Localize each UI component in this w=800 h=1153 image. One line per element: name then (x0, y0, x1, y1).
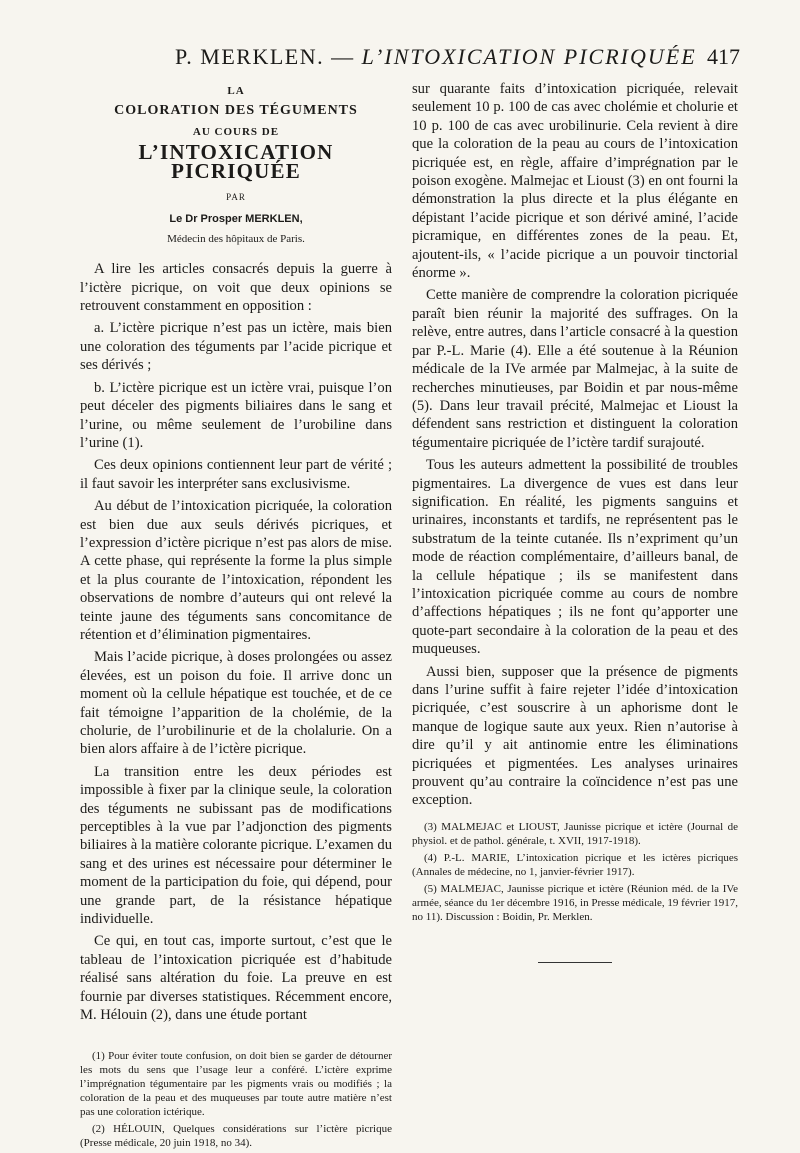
title-line-1: COLORATION DES TÉGUMENTS (114, 103, 358, 119)
paragraph: La transition entre les deux périodes est impossible à fixer par la clinique seule, la coloration des téguments ne subissant pas de modifications perceptibles à la vue par l’adjonction des pigments biliaires à la matière colorante picrique. L’examen du sang et des urines est nécessaire pour déterminer le moment de la participation du foie, qui dépend, pour une grande part, de la résistance hépatique individuelle. (80, 763, 392, 928)
footnotes-left (80, 1049, 392, 1150)
footnote: (4) P.-L. MARIE, L’intoxication picrique et les ictères picriques (Annales de médecine, no 1, janvier-février 1917). (412, 851, 738, 878)
footnote: (1) Pour éviter toute confusion, on doit bien se garder de détourner les mots du sens que l’usage leur a conféré. L’ictère exprime l’imprégnation tégumentaire par les pigments vrais ou modifiés ; la coloration de la peau et des muqueuses par toute autre matière n’est pas une coloration ictérique. (80, 1049, 392, 1118)
article-title-block (80, 82, 392, 248)
right-column (412, 80, 738, 963)
paragraph: Cette manière de comprendre la coloration picriquée paraît bien réunir la majorité des suffrages. On la relève, entre autres, dans l’article consacré à la question par P.-L. Marie (4). Elle a été soutenue à la Réunion médicale de la IVe armée par Malmejac, à la suite de recherches minutieuses, par Boidin et par nous-même (5). Dans leur travail précité, Malmejac et Lioust la défendent sans restriction et distinguent la coloration tégumentaire picriquée de l’ictère tardif surajouté. (412, 287, 738, 451)
article-title: L’INTOXICATION PICRIQUÉE (138, 140, 334, 183)
footnotes-right (412, 820, 738, 924)
footnote: (3) MALMEJAC et LIOUST, Jaunisse picrique et ictère (Journal de physiol. et de pathol. générale, t. XVII, 1917-1918). (412, 820, 738, 847)
end-rule (538, 962, 612, 963)
paragraph: Au début de l’intoxication picriquée, la coloration est bien due aux seuls dérivés picriques, et l’expression d’ictère picrique n’est pas alors de mise. A cette phase, qui représente la forme la plus simple et la plus courante de l’intoxication, répondent les observations de nombre d’auteurs qui ont relevé la teinte jaune des téguments sans concomitance de rétention et d’élimination pigmentaires. (80, 498, 392, 643)
byline-par: PAR (226, 192, 246, 203)
author-affiliation: Médecin des hôpitaux de Paris. (167, 232, 305, 245)
left-column (80, 80, 392, 1153)
page-number: 417 (707, 44, 740, 69)
running-title-separator: — (324, 44, 362, 69)
paragraph: Mais l’acide picrique, à doses prolongées ou assez élevées, est un poison du foie. Il arrive donc un moment où la cellule hépatique est touchée, et de ce fait témoigne l’apparition de la cholémie, de la cholurie, de l’urobilinurie et de la cholalurie. On a bien alors affaire à de l’ictère picrique. (80, 649, 392, 758)
paragraph: b. L’ictère picrique est un ictère vrai, puisque l’on peut déceler des pigments biliaires dans le sang et l’urine, ou même seulement de l’urobiline dans l’urine (1). (80, 379, 392, 451)
paragraph: Aussi bien, supposer que la présence de pigments dans l’urine suffit à faire rejeter l’idée d’intoxication picriquée, c’est souscrire à un aphorisme dont le manque de logique saute aux yeux. Rien n’autorise à dire qu’il y ait antinomie entre les éliminations picriquées et pigmentées. Les analyses urinaires prouvent qu’au contraire la coïncidence n’est pas une exception. (412, 663, 738, 809)
paragraph: A lire les articles consacrés depuis la guerre à l’ictère picrique, on voit que deux opinions se retrouvent constamment en opposition : (80, 261, 392, 315)
paragraph: sur quarante faits d’intoxication picriquée, relevait seulement 10 p. 100 de cas avec cholémie et cholurie et 10 p. 100 de cas avec urobilinurie. Cela revient à dire que la coloration de la peau au cours de l’intoxication picriquée est, en règle, affaire d’imprégnation par le poison exogène. Malmejac et Lioust (3) en ont fourni la démonstration la plus directe et la plus élégante en dépistant l’acide picrique et son dérivé aminé, l’acide picramique, en différentes zones de la peau. Et, ajoutent-ils, « l’acide picrique a un pouvoir tinctorial énorme ». (412, 81, 738, 282)
running-title (175, 44, 697, 70)
paragraph: Tous les auteurs admettent la possibilité de troubles pigmentaires. La divergence de vues est dans leur signification. En réalité, les pigments sanguins et urinaires, inconstants et tardifs, ne représentent pas le substratum de la teinte cutanée. Ils n’expriment qu’un mode de réaction complémentaire, d’ailleurs banal, de la cellule hépatique ; ils se manifestent dans l’intoxication picriquée comme au cours de nombre d’affections hépatiques ; ils ne font qu’apporter une quote-part secondaire à la coloration de la peau et des muqueuses. (412, 457, 738, 658)
running-title-author: P. MERKLEN. (175, 44, 325, 69)
footnote: (5) MALMEJAC, Jaunisse picrique et ictère (Réunion méd. de la IVe armée, séance du 1er décembre 1916, in Presse médicale, 19 février 1917, no 11). Discussion : Boidin, Pr. Merklen. (412, 882, 738, 923)
running-head (80, 44, 740, 74)
running-title-subject: L’INTOXICATION PICRIQUÉE (361, 44, 697, 69)
title-kicker: LA (227, 85, 245, 97)
footnote: (2) HÉLOUIN, Quelques considérations sur l’ictère picrique (Presse médicale, 20 juin 1918, no 34). (80, 1122, 392, 1149)
paragraph: Ce qui, en tout cas, importe surtout, c’est que le tableau de l’intoxication picriquée est d’habitude réalisé sans altération du foie. La preuve en est fournie par diverses statistiques. Récemment encore, M. Hélouin (2), dans une étude portant (80, 933, 392, 1024)
author-name: Le Dr Prosper MERKLEN, (169, 213, 303, 226)
paragraph: a. L’ictère picrique n’est pas un ictère, mais bien une coloration des téguments par l’acide picrique et ses dérivés ; (80, 320, 392, 374)
title-line-2: AU COURS DE (192, 125, 280, 138)
paragraph: Ces deux opinions contiennent leur part de vérité ; il faut savoir les interpréter sans exclusivisme. (80, 457, 392, 492)
